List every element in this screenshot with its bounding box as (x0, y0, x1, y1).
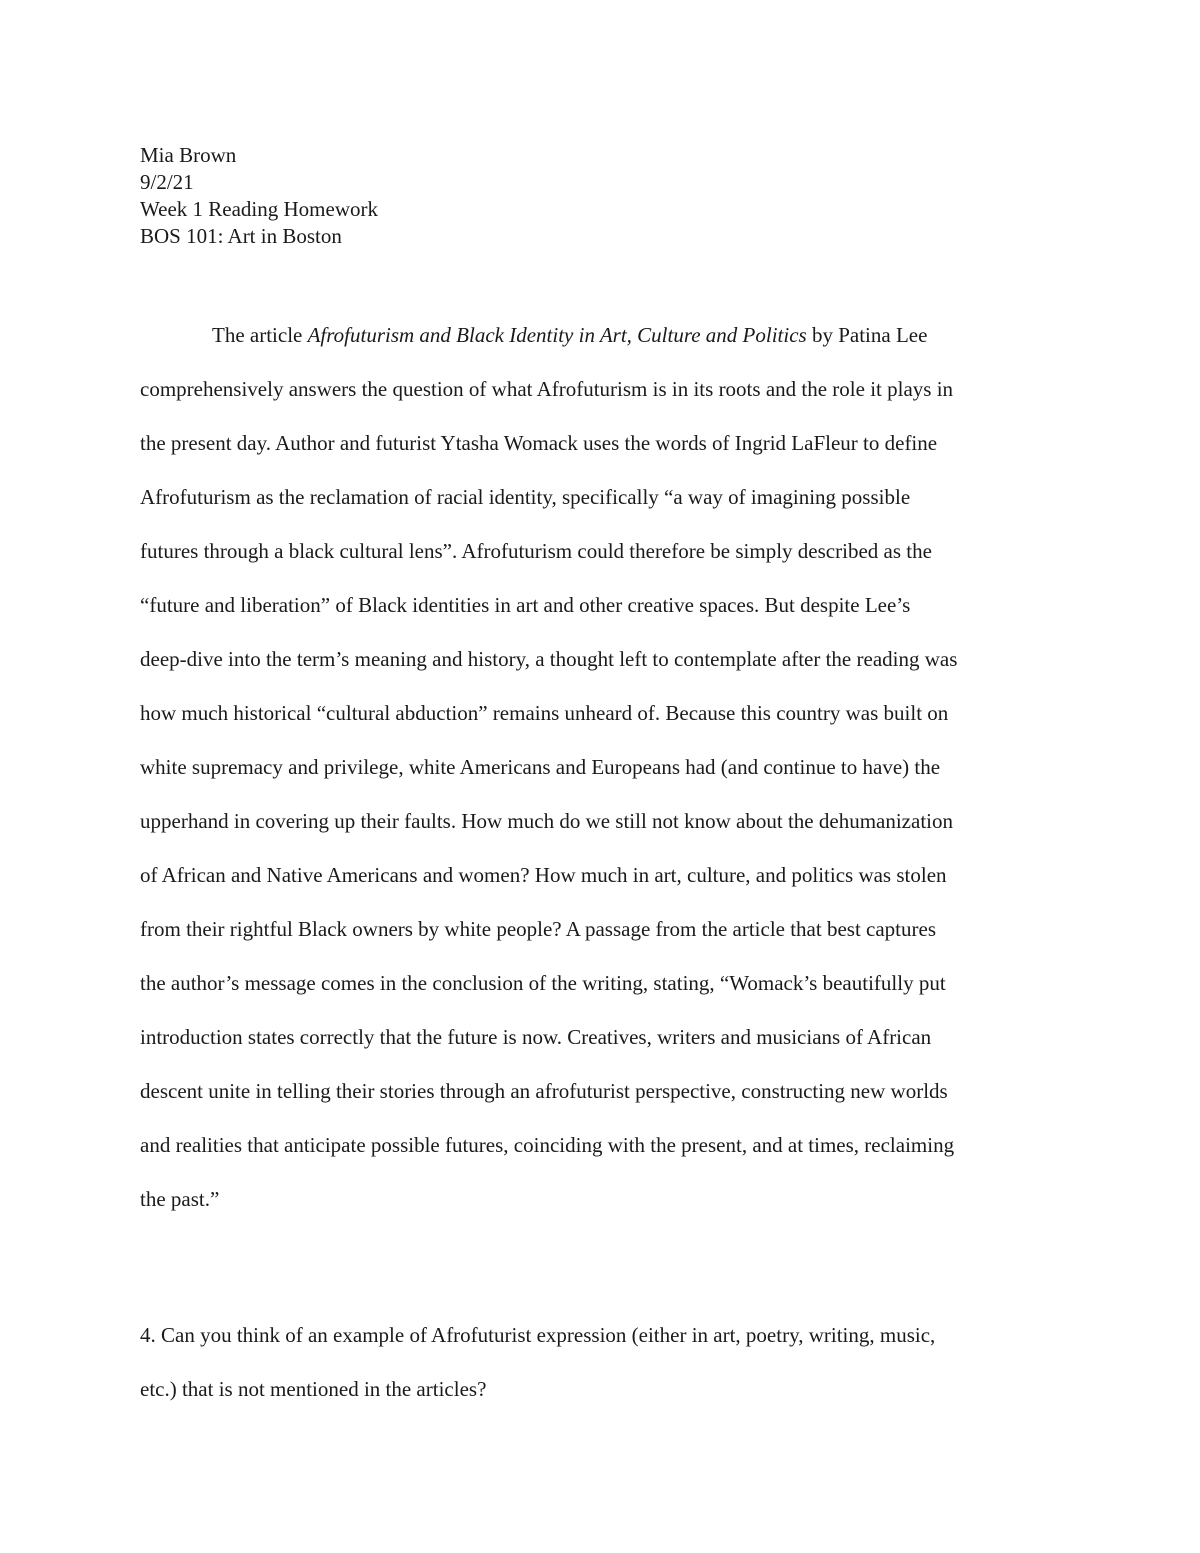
essay-line: introduction states correctly that the future is now. Creatives, writers and musicians of African (140, 1025, 932, 1049)
question-line: etc.) that is not mentioned in the articles? (140, 1377, 487, 1401)
essay-line: “future and liberation” of Black identities in art and other creative spaces. But despite Lee’s (140, 593, 911, 617)
essay-line: comprehensively answers the question of what Afrofuturism is in its roots and the role it plays in (140, 377, 954, 401)
essay-line-1-after: by Patina Lee (806, 323, 928, 347)
essay-line: the present day. Author and futurist Ytasha Womack uses the words of Ingrid LaFleur to define (140, 431, 938, 455)
question-line: 4. Can you think of an example of Afrofuturist expression (either in art, poetry, writing, music, (140, 1323, 936, 1347)
document-header (140, 142, 1060, 250)
article-title: Afrofuturism and Black Identity in Art, Culture and Politics (307, 323, 807, 347)
essay-line: descent unite in telling their stories through an afrofuturist perspective, constructing new worlds (140, 1079, 948, 1103)
document-date: 9/2/21 (140, 170, 194, 194)
essay-line: deep-dive into the term’s meaning and history, a thought left to contemplate after the reading was (140, 647, 958, 671)
essay-line: from their rightful Black owners by white people? A passage from the article that best captures (140, 917, 937, 941)
essay-line-1 (140, 308, 1065, 362)
course-title: BOS 101: Art in Boston (140, 224, 342, 248)
essay-line: the past.” (140, 1187, 220, 1211)
essay-paragraph (140, 308, 1065, 1226)
essay-line: futures through a black cultural lens”. Afrofuturism could therefore be simply described as the (140, 539, 932, 563)
essay-body (140, 308, 1065, 1226)
essay-line: upperhand in covering up their faults. How much do we still not know about the dehumanization (140, 809, 953, 833)
assignment-title: Week 1 Reading Homework (140, 197, 378, 221)
author-name: Mia Brown (140, 143, 237, 167)
essay-line: and realities that anticipate possible futures, coinciding with the present, and at times, reclaiming (140, 1133, 955, 1157)
essay-line: how much historical “cultural abduction” remains unheard of. Because this country was built on (140, 701, 949, 725)
essay-line: Afrofuturism as the reclamation of racial identity, specifically “a way of imagining possible (140, 485, 911, 509)
essay-line: of African and Native Americans and women? How much in art, culture, and politics was stolen (140, 863, 947, 887)
question-4 (140, 1308, 1065, 1416)
essay-line-1-before: The article (212, 323, 308, 347)
essay-line: white supremacy and privilege, white Americans and Europeans had (and continue to have) the (140, 755, 941, 779)
essay-line: the author’s message comes in the conclusion of the writing, stating, “Womack’s beautifully put (140, 971, 946, 995)
